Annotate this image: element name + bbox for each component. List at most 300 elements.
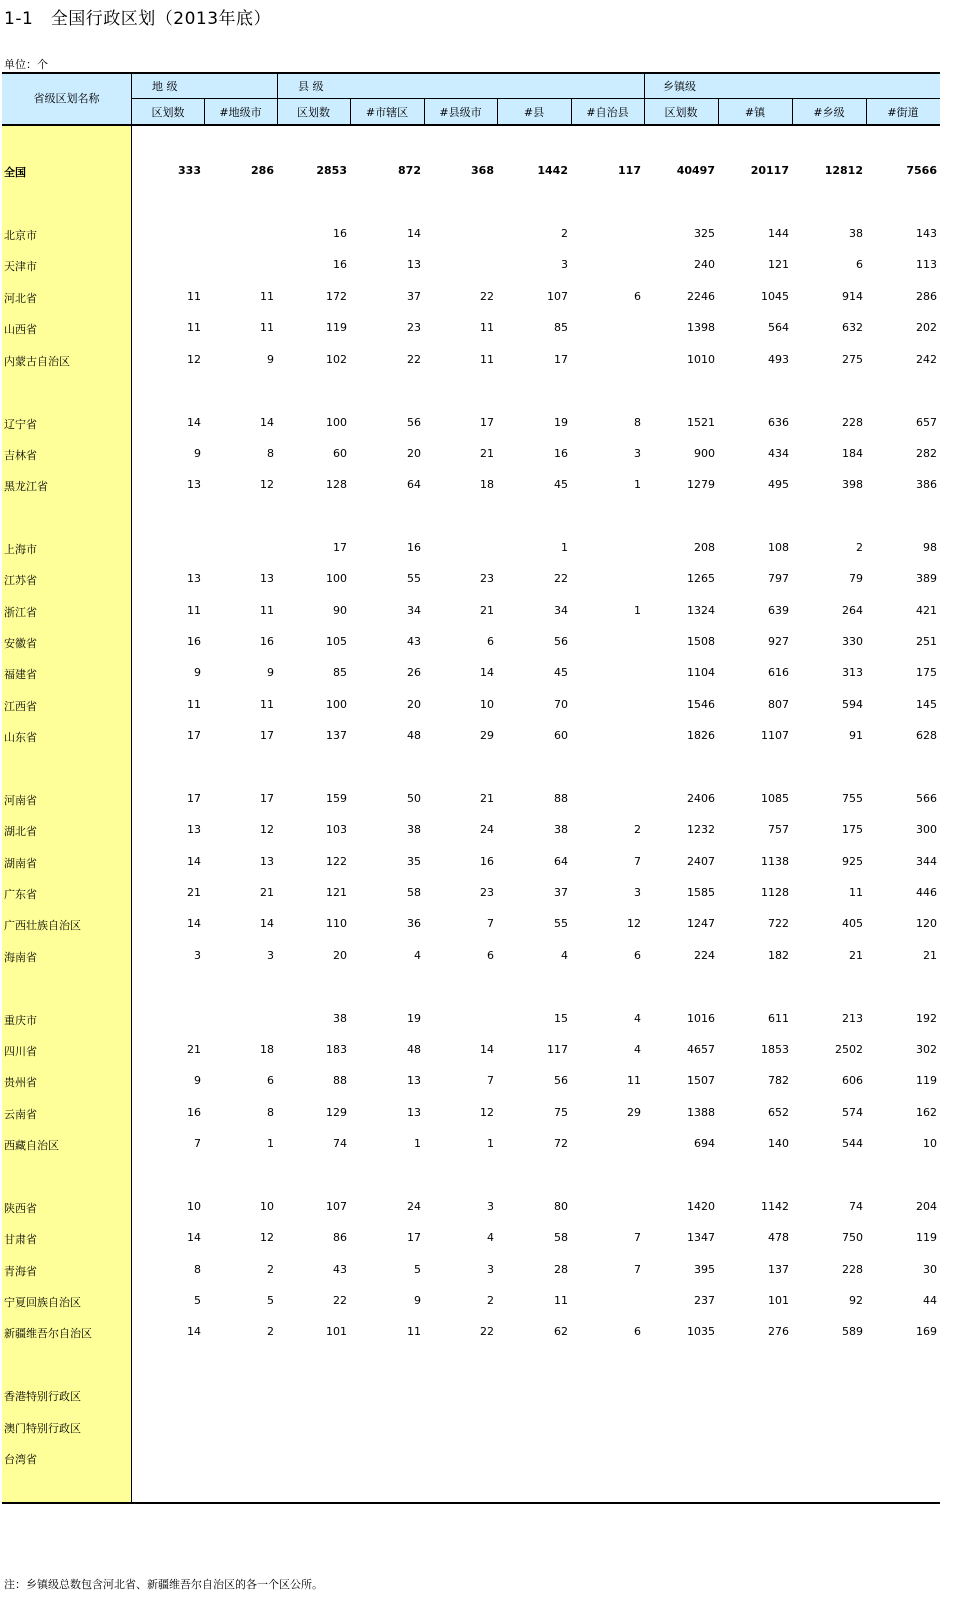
- cell-value: 35: [407, 855, 421, 868]
- cell-value: 2246: [687, 290, 715, 303]
- province-name: 上海市: [4, 543, 37, 556]
- table-row: [0, 1196, 959, 1218]
- province-name: 四川省: [4, 1045, 37, 1058]
- cell-value: 6: [487, 635, 494, 648]
- cell-value: 17: [554, 353, 568, 366]
- column-divider: [718, 98, 719, 125]
- cell-value: 56: [407, 416, 421, 429]
- cell-value: 755: [842, 792, 863, 805]
- cell-value: 722: [768, 917, 789, 930]
- cell-value: 17: [187, 792, 201, 805]
- cell-value: 208: [694, 541, 715, 554]
- cell-value: 22: [480, 1325, 494, 1338]
- cell-value: 64: [407, 478, 421, 491]
- cell-value: 807: [768, 698, 789, 711]
- cell-value: 144: [768, 227, 789, 240]
- cell-value: 1388: [687, 1106, 715, 1119]
- cell-value: 16: [187, 1106, 201, 1119]
- cell-value: 1324: [687, 604, 715, 617]
- cell-value: 9: [194, 447, 201, 460]
- name-column-divider: [131, 73, 132, 1503]
- cell-value: 2: [267, 1325, 274, 1338]
- cell-value: 1232: [687, 823, 715, 836]
- cell-value: 92: [849, 1294, 863, 1307]
- cell-value: 325: [694, 227, 715, 240]
- cell-value: 17: [187, 729, 201, 742]
- cell-value: 24: [407, 1200, 421, 1213]
- cell-value: 1521: [687, 416, 715, 429]
- cell-value: 228: [842, 416, 863, 429]
- cell-value: 13: [187, 572, 201, 585]
- cell-value: 43: [407, 635, 421, 648]
- cell-value: 113: [916, 258, 937, 271]
- table-row: [0, 851, 959, 873]
- province-name: 内蒙古自治区: [4, 355, 70, 368]
- table-row: [0, 1133, 959, 1155]
- cell-value: 13: [407, 1106, 421, 1119]
- cell-value: 1104: [687, 666, 715, 679]
- cell-value: 91: [849, 729, 863, 742]
- cell-value: 446: [916, 886, 937, 899]
- cell-value: 117: [547, 1043, 568, 1056]
- cell-value: 7: [487, 1074, 494, 1087]
- cell-value: 925: [842, 855, 863, 868]
- cell-value: 56: [554, 635, 568, 648]
- cell-value: 16: [260, 635, 274, 648]
- cell-value: 5: [414, 1263, 421, 1276]
- cell-value: 12: [627, 917, 641, 930]
- cell-value: 140: [768, 1137, 789, 1150]
- column-divider: [204, 98, 205, 125]
- cell-value: 616: [768, 666, 789, 679]
- cell-value: 286: [916, 290, 937, 303]
- cell-value: 137: [326, 729, 347, 742]
- cell-value: 750: [842, 1231, 863, 1244]
- cell-value: 7: [194, 1137, 201, 1150]
- cell-value: 100: [326, 698, 347, 711]
- cell-value: 1: [487, 1137, 494, 1150]
- cell-value: 98: [923, 541, 937, 554]
- cell-value: 6: [634, 290, 641, 303]
- cell-value: 1507: [687, 1074, 715, 1087]
- cell-value: 9: [414, 1294, 421, 1307]
- cell-value: 90: [333, 604, 347, 617]
- cell-value: 11: [187, 321, 201, 334]
- table-row: [0, 254, 959, 276]
- column-divider: [866, 98, 867, 125]
- cell-value: 64: [554, 855, 568, 868]
- cell-value: 12: [260, 823, 274, 836]
- province-name: 广东省: [4, 888, 37, 901]
- cell-value: 398: [842, 478, 863, 491]
- province-name: 重庆市: [4, 1014, 37, 1027]
- bottom-rule: [2, 1502, 940, 1504]
- cell-value: 50: [407, 792, 421, 805]
- table-row: [0, 662, 959, 684]
- column-divider: [350, 98, 351, 125]
- subheader-col-4: #县级市: [439, 106, 482, 119]
- cell-value: 493: [768, 353, 789, 366]
- cell-value: 12: [260, 478, 274, 491]
- cell-value: 1398: [687, 321, 715, 334]
- province-name: 甘肃省: [4, 1233, 37, 1246]
- province-name: 澳门特别行政区: [4, 1422, 81, 1435]
- cell-value: 639: [768, 604, 789, 617]
- cell-value: 7: [634, 855, 641, 868]
- header-prefecture-group: 地 级: [152, 80, 178, 93]
- cell-value: 80: [554, 1200, 568, 1213]
- cell-value: 56: [554, 1074, 568, 1087]
- cell-value: 26: [407, 666, 421, 679]
- cell-value: 17: [333, 541, 347, 554]
- cell-value: 1279: [687, 478, 715, 491]
- cell-value: 333: [178, 164, 201, 177]
- subheader-col-7: 区划数: [664, 106, 698, 119]
- province-name: 湖北省: [4, 825, 37, 838]
- cell-value: 1: [414, 1137, 421, 1150]
- cell-value: 1128: [761, 886, 789, 899]
- cell-value: 11: [480, 353, 494, 366]
- top-rule: [2, 72, 940, 74]
- table-row: [0, 1290, 959, 1312]
- cell-value: 9: [194, 1074, 201, 1087]
- cell-value: 386: [916, 478, 937, 491]
- cell-value: 8: [267, 1106, 274, 1119]
- subheader-col-9: #乡级: [813, 106, 845, 119]
- cell-value: 10: [480, 698, 494, 711]
- cell-value: 72: [554, 1137, 568, 1150]
- cell-value: 175: [916, 666, 937, 679]
- table-row: [0, 1102, 959, 1124]
- cell-value: 88: [554, 792, 568, 805]
- cell-value: 34: [407, 604, 421, 617]
- cell-value: 29: [480, 729, 494, 742]
- cell-value: 19: [407, 1012, 421, 1025]
- cell-value: 4: [487, 1231, 494, 1244]
- cell-value: 86: [333, 1231, 347, 1244]
- table-row: [0, 694, 959, 716]
- table-row: [0, 160, 959, 182]
- table-row: [0, 1384, 959, 1406]
- province-name: 辽宁省: [4, 418, 37, 431]
- cell-value: 1853: [761, 1043, 789, 1056]
- cell-value: 62: [554, 1325, 568, 1338]
- cell-value: 18: [260, 1043, 274, 1056]
- cell-value: 121: [768, 258, 789, 271]
- cell-value: 3: [634, 447, 641, 460]
- cell-value: 22: [407, 353, 421, 366]
- cell-value: 275: [842, 353, 863, 366]
- cell-value: 224: [694, 949, 715, 962]
- cell-value: 3: [194, 949, 201, 962]
- group-divider: [644, 73, 645, 125]
- cell-value: 14: [260, 416, 274, 429]
- province-name: 天津市: [4, 260, 37, 273]
- cell-value: 242: [916, 353, 937, 366]
- cell-value: 58: [554, 1231, 568, 1244]
- cell-value: 1442: [537, 164, 568, 177]
- cell-value: 38: [554, 823, 568, 836]
- subheader-col-10: #街道: [887, 106, 919, 119]
- province-name: 河南省: [4, 794, 37, 807]
- cell-value: 11: [187, 698, 201, 711]
- table-row: [0, 537, 959, 559]
- cell-value: 103: [326, 823, 347, 836]
- cell-value: 23: [480, 572, 494, 585]
- cell-value: 927: [768, 635, 789, 648]
- subheader-col-3: #市辖区: [365, 106, 409, 119]
- province-name: 台湾省: [4, 1453, 37, 1466]
- cell-value: 11: [849, 886, 863, 899]
- cell-value: 38: [333, 1012, 347, 1025]
- cell-value: 48: [407, 729, 421, 742]
- cell-value: 107: [326, 1200, 347, 1213]
- cell-value: 574: [842, 1106, 863, 1119]
- cell-value: 1010: [687, 353, 715, 366]
- province-name: 陕西省: [4, 1202, 37, 1215]
- table-row: [0, 412, 959, 434]
- cell-value: 2: [634, 823, 641, 836]
- cell-value: 3: [487, 1200, 494, 1213]
- province-name: 山西省: [4, 323, 37, 336]
- cell-value: 11: [260, 321, 274, 334]
- province-name: 香港特别行政区: [4, 1390, 81, 1403]
- cell-value: 117: [618, 164, 641, 177]
- cell-value: 79: [849, 572, 863, 585]
- province-name: 新疆维吾尔自治区: [4, 1327, 92, 1340]
- header-township-group: 乡镇级: [663, 80, 696, 93]
- cell-value: 85: [554, 321, 568, 334]
- province-name: 浙江省: [4, 606, 37, 619]
- cell-value: 204: [916, 1200, 937, 1213]
- cell-value: 1: [267, 1137, 274, 1150]
- table-row: [0, 286, 959, 308]
- cell-value: 100: [326, 416, 347, 429]
- cell-value: 14: [187, 917, 201, 930]
- cell-value: 16: [333, 227, 347, 240]
- cell-value: 17: [407, 1231, 421, 1244]
- province-name: 吉林省: [4, 449, 37, 462]
- cell-value: 18: [480, 478, 494, 491]
- cell-value: 13: [260, 572, 274, 585]
- cell-value: 10: [923, 1137, 937, 1150]
- cell-value: 1107: [761, 729, 789, 742]
- cell-value: 3: [561, 258, 568, 271]
- header-county-group: 县 级: [298, 80, 324, 93]
- cell-value: 4: [414, 949, 421, 962]
- cell-value: 17: [260, 792, 274, 805]
- cell-value: 14: [187, 416, 201, 429]
- province-name: 山东省: [4, 731, 37, 744]
- cell-value: 21: [260, 886, 274, 899]
- table-row: [0, 882, 959, 904]
- cell-value: 22: [333, 1294, 347, 1307]
- cell-value: 228: [842, 1263, 863, 1276]
- unit-label: 单位：个: [4, 58, 48, 71]
- table-row: [0, 788, 959, 810]
- cell-value: 21: [480, 604, 494, 617]
- cell-value: 782: [768, 1074, 789, 1087]
- cell-value: 11: [260, 698, 274, 711]
- cell-value: 2406: [687, 792, 715, 805]
- cell-value: 16: [407, 541, 421, 554]
- subheader-col-1: #地级市: [219, 106, 262, 119]
- cell-value: 1420: [687, 1200, 715, 1213]
- cell-value: 184: [842, 447, 863, 460]
- cell-value: 237: [694, 1294, 715, 1307]
- cell-value: 8: [267, 447, 274, 460]
- province-name: 宁夏回族自治区: [4, 1296, 81, 1309]
- cell-value: 286: [251, 164, 274, 177]
- cell-value: 4657: [687, 1043, 715, 1056]
- cell-value: 8: [634, 416, 641, 429]
- cell-value: 4: [634, 1043, 641, 1056]
- province-name: 西藏自治区: [4, 1139, 59, 1152]
- province-name: 福建省: [4, 668, 37, 681]
- subheader-col-6: #自治县: [586, 106, 629, 119]
- header-mid-rule: [132, 98, 940, 99]
- cell-value: 7: [487, 917, 494, 930]
- cell-value: 85: [333, 666, 347, 679]
- table-row: [0, 443, 959, 465]
- cell-value: 172: [326, 290, 347, 303]
- table-row: [0, 349, 959, 371]
- cell-value: 2: [267, 1263, 274, 1276]
- table-row: [0, 913, 959, 935]
- cell-value: 421: [916, 604, 937, 617]
- cell-value: 628: [916, 729, 937, 742]
- cell-value: 137: [768, 1263, 789, 1276]
- cell-value: 300: [916, 823, 937, 836]
- cell-value: 14: [480, 666, 494, 679]
- table-row: [0, 317, 959, 339]
- cell-value: 11: [407, 1325, 421, 1338]
- cell-value: 20: [407, 447, 421, 460]
- table-row: [0, 1039, 959, 1061]
- cell-value: 16: [554, 447, 568, 460]
- cell-value: 121: [326, 886, 347, 899]
- province-name: 安徽省: [4, 637, 37, 650]
- cell-value: 17: [260, 729, 274, 742]
- column-divider: [424, 98, 425, 125]
- header-province-name: 省级区划名称: [33, 92, 100, 105]
- page-title: 1-1 全国行政区划（2013年底）: [4, 9, 272, 29]
- cell-value: 38: [407, 823, 421, 836]
- cell-value: 1508: [687, 635, 715, 648]
- table-row: [0, 819, 959, 841]
- cell-value: 11: [627, 1074, 641, 1087]
- cell-value: 12: [480, 1106, 494, 1119]
- cell-value: 2407: [687, 855, 715, 868]
- table-row: [0, 631, 959, 653]
- cell-value: 240: [694, 258, 715, 271]
- cell-value: 566: [916, 792, 937, 805]
- cell-value: 120: [916, 917, 937, 930]
- cell-value: 36: [407, 917, 421, 930]
- cell-value: 60: [554, 729, 568, 742]
- cell-value: 175: [842, 823, 863, 836]
- cell-value: 1: [634, 478, 641, 491]
- cell-value: 45: [554, 478, 568, 491]
- cell-value: 43: [333, 1263, 347, 1276]
- table-row: [0, 1416, 959, 1438]
- cell-value: 37: [554, 886, 568, 899]
- cell-value: 34: [554, 604, 568, 617]
- cell-value: 5: [194, 1294, 201, 1307]
- cell-value: 37: [407, 290, 421, 303]
- cell-value: 22: [480, 290, 494, 303]
- cell-value: 1016: [687, 1012, 715, 1025]
- cell-value: 652: [768, 1106, 789, 1119]
- cell-value: 202: [916, 321, 937, 334]
- cell-value: 395: [694, 1263, 715, 1276]
- cell-value: 143: [916, 227, 937, 240]
- cell-value: 74: [849, 1200, 863, 1213]
- province-name: 广西壮族自治区: [4, 919, 81, 932]
- cell-value: 19: [554, 416, 568, 429]
- cell-value: 389: [916, 572, 937, 585]
- cell-value: 1247: [687, 917, 715, 930]
- cell-value: 282: [916, 447, 937, 460]
- province-name: 青海省: [4, 1265, 37, 1278]
- cell-value: 14: [407, 227, 421, 240]
- cell-value: 3: [634, 886, 641, 899]
- cell-value: 29: [627, 1106, 641, 1119]
- cell-value: 183: [326, 1043, 347, 1056]
- cell-value: 330: [842, 635, 863, 648]
- cell-value: 16: [480, 855, 494, 868]
- cell-value: 102: [326, 353, 347, 366]
- cell-value: 2: [856, 541, 863, 554]
- cell-value: 13: [187, 823, 201, 836]
- cell-value: 6: [487, 949, 494, 962]
- cell-value: 11: [260, 290, 274, 303]
- cell-value: 16: [187, 635, 201, 648]
- cell-value: 13: [187, 478, 201, 491]
- cell-value: 6: [267, 1074, 274, 1087]
- cell-value: 122: [326, 855, 347, 868]
- cell-value: 21: [480, 447, 494, 460]
- cell-value: 1: [634, 604, 641, 617]
- cell-value: 2: [561, 227, 568, 240]
- cell-value: 21: [849, 949, 863, 962]
- cell-value: 14: [187, 1325, 201, 1338]
- cell-value: 1045: [761, 290, 789, 303]
- cell-value: 264: [842, 604, 863, 617]
- cell-value: 74: [333, 1137, 347, 1150]
- cell-value: 2502: [835, 1043, 863, 1056]
- cell-value: 7: [634, 1263, 641, 1276]
- cell-value: 119: [326, 321, 347, 334]
- table-row: [0, 1447, 959, 1469]
- province-name: 云南省: [4, 1108, 37, 1121]
- cell-value: 119: [916, 1231, 937, 1244]
- cell-value: 60: [333, 447, 347, 460]
- cell-value: 21: [480, 792, 494, 805]
- cell-value: 544: [842, 1137, 863, 1150]
- cell-value: 636: [768, 416, 789, 429]
- cell-value: 75: [554, 1106, 568, 1119]
- cell-value: 14: [260, 917, 274, 930]
- cell-value: 21: [187, 886, 201, 899]
- cell-value: 611: [768, 1012, 789, 1025]
- cell-value: 23: [407, 321, 421, 334]
- province-name: 海南省: [4, 951, 37, 964]
- cell-value: 108: [768, 541, 789, 554]
- cell-value: 15: [554, 1012, 568, 1025]
- cell-value: 22: [554, 572, 568, 585]
- cell-value: 38: [849, 227, 863, 240]
